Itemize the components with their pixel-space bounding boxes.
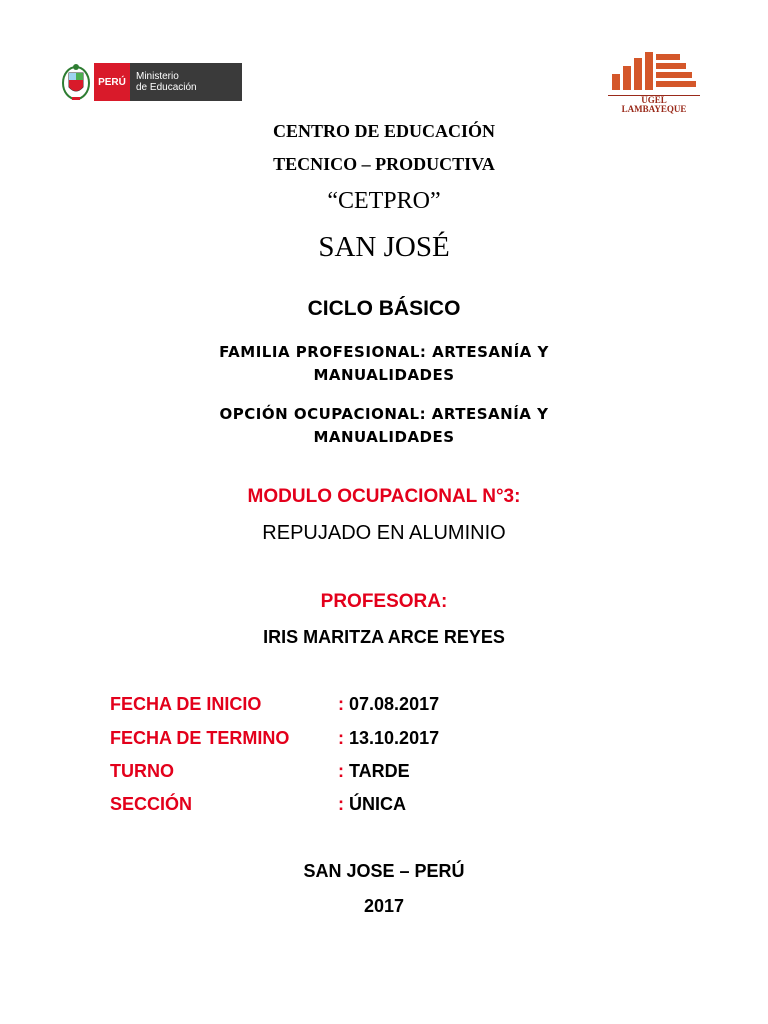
modulo-name: REPUJADO EN ALUMINIO xyxy=(262,522,506,544)
seccion-text: ÚNICA xyxy=(349,794,407,814)
turno-label: TURNO xyxy=(110,761,174,781)
fecha-inicio-colon: : xyxy=(338,694,344,714)
fecha-inicio-text: 07.08.2017 xyxy=(349,694,440,714)
cycle-title: CICLO BÁSICO xyxy=(307,297,461,320)
institution-acronym: “CETPRO” xyxy=(327,188,441,214)
ministry-line-2: de Educación xyxy=(136,82,197,93)
institution-name: SAN JOSÉ xyxy=(318,231,450,263)
turno-value xyxy=(338,761,410,782)
fecha-termino-colon: : xyxy=(338,728,344,748)
ministry-label xyxy=(130,63,242,101)
fecha-termino-label: FECHA DE TERMINO xyxy=(110,728,290,748)
turno-text: TARDE xyxy=(349,761,410,781)
footer-year: 2017 xyxy=(363,896,405,916)
profesora-name: IRIS MARITZA ARCE REYES xyxy=(263,627,505,647)
fecha-inicio-label: FECHA DE INICIO xyxy=(110,694,262,714)
profesora-label: PROFESORA: xyxy=(320,591,448,612)
ugel-line-2: LAMBAYEQUE xyxy=(621,104,687,114)
opcion-line-1: OPCIÓN OCUPACIONAL: ARTESANÍA Y xyxy=(219,405,549,423)
familia-line-2: MANUALIDADES xyxy=(313,366,455,384)
familia-line-1: FAMILIA PROFESIONAL: ARTESANÍA Y xyxy=(219,343,549,361)
ugel-bars-icon xyxy=(608,50,700,92)
peru-label: PERÚ xyxy=(94,63,130,101)
ugel-line-1: UGEL xyxy=(608,95,700,105)
peru-coat-of-arms-icon xyxy=(60,61,92,103)
ugel-lambayeque-logo xyxy=(608,50,700,116)
seccion-colon: : xyxy=(338,794,344,814)
footer-place: SAN JOSE – PERÚ xyxy=(303,861,465,881)
institution-line-2: TECNICO – PRODUCTIVA xyxy=(273,154,495,174)
fecha-inicio-value xyxy=(338,694,439,715)
institution-line-1: CENTRO DE EDUCACIÓN xyxy=(272,121,496,141)
ministerio-educacion-logo xyxy=(60,61,242,103)
fecha-termino-text: 13.10.2017 xyxy=(349,728,440,748)
seccion-value xyxy=(338,794,406,815)
opcion-line-2: MANUALIDADES xyxy=(313,428,455,446)
turno-colon: : xyxy=(338,761,344,781)
fecha-termino-value xyxy=(338,728,439,749)
ministry-line-1: Ministerio xyxy=(136,71,179,82)
seccion-label: SECCIÓN xyxy=(110,794,193,814)
modulo-label: MODULO OCUPACIONAL N°3: xyxy=(247,486,521,507)
